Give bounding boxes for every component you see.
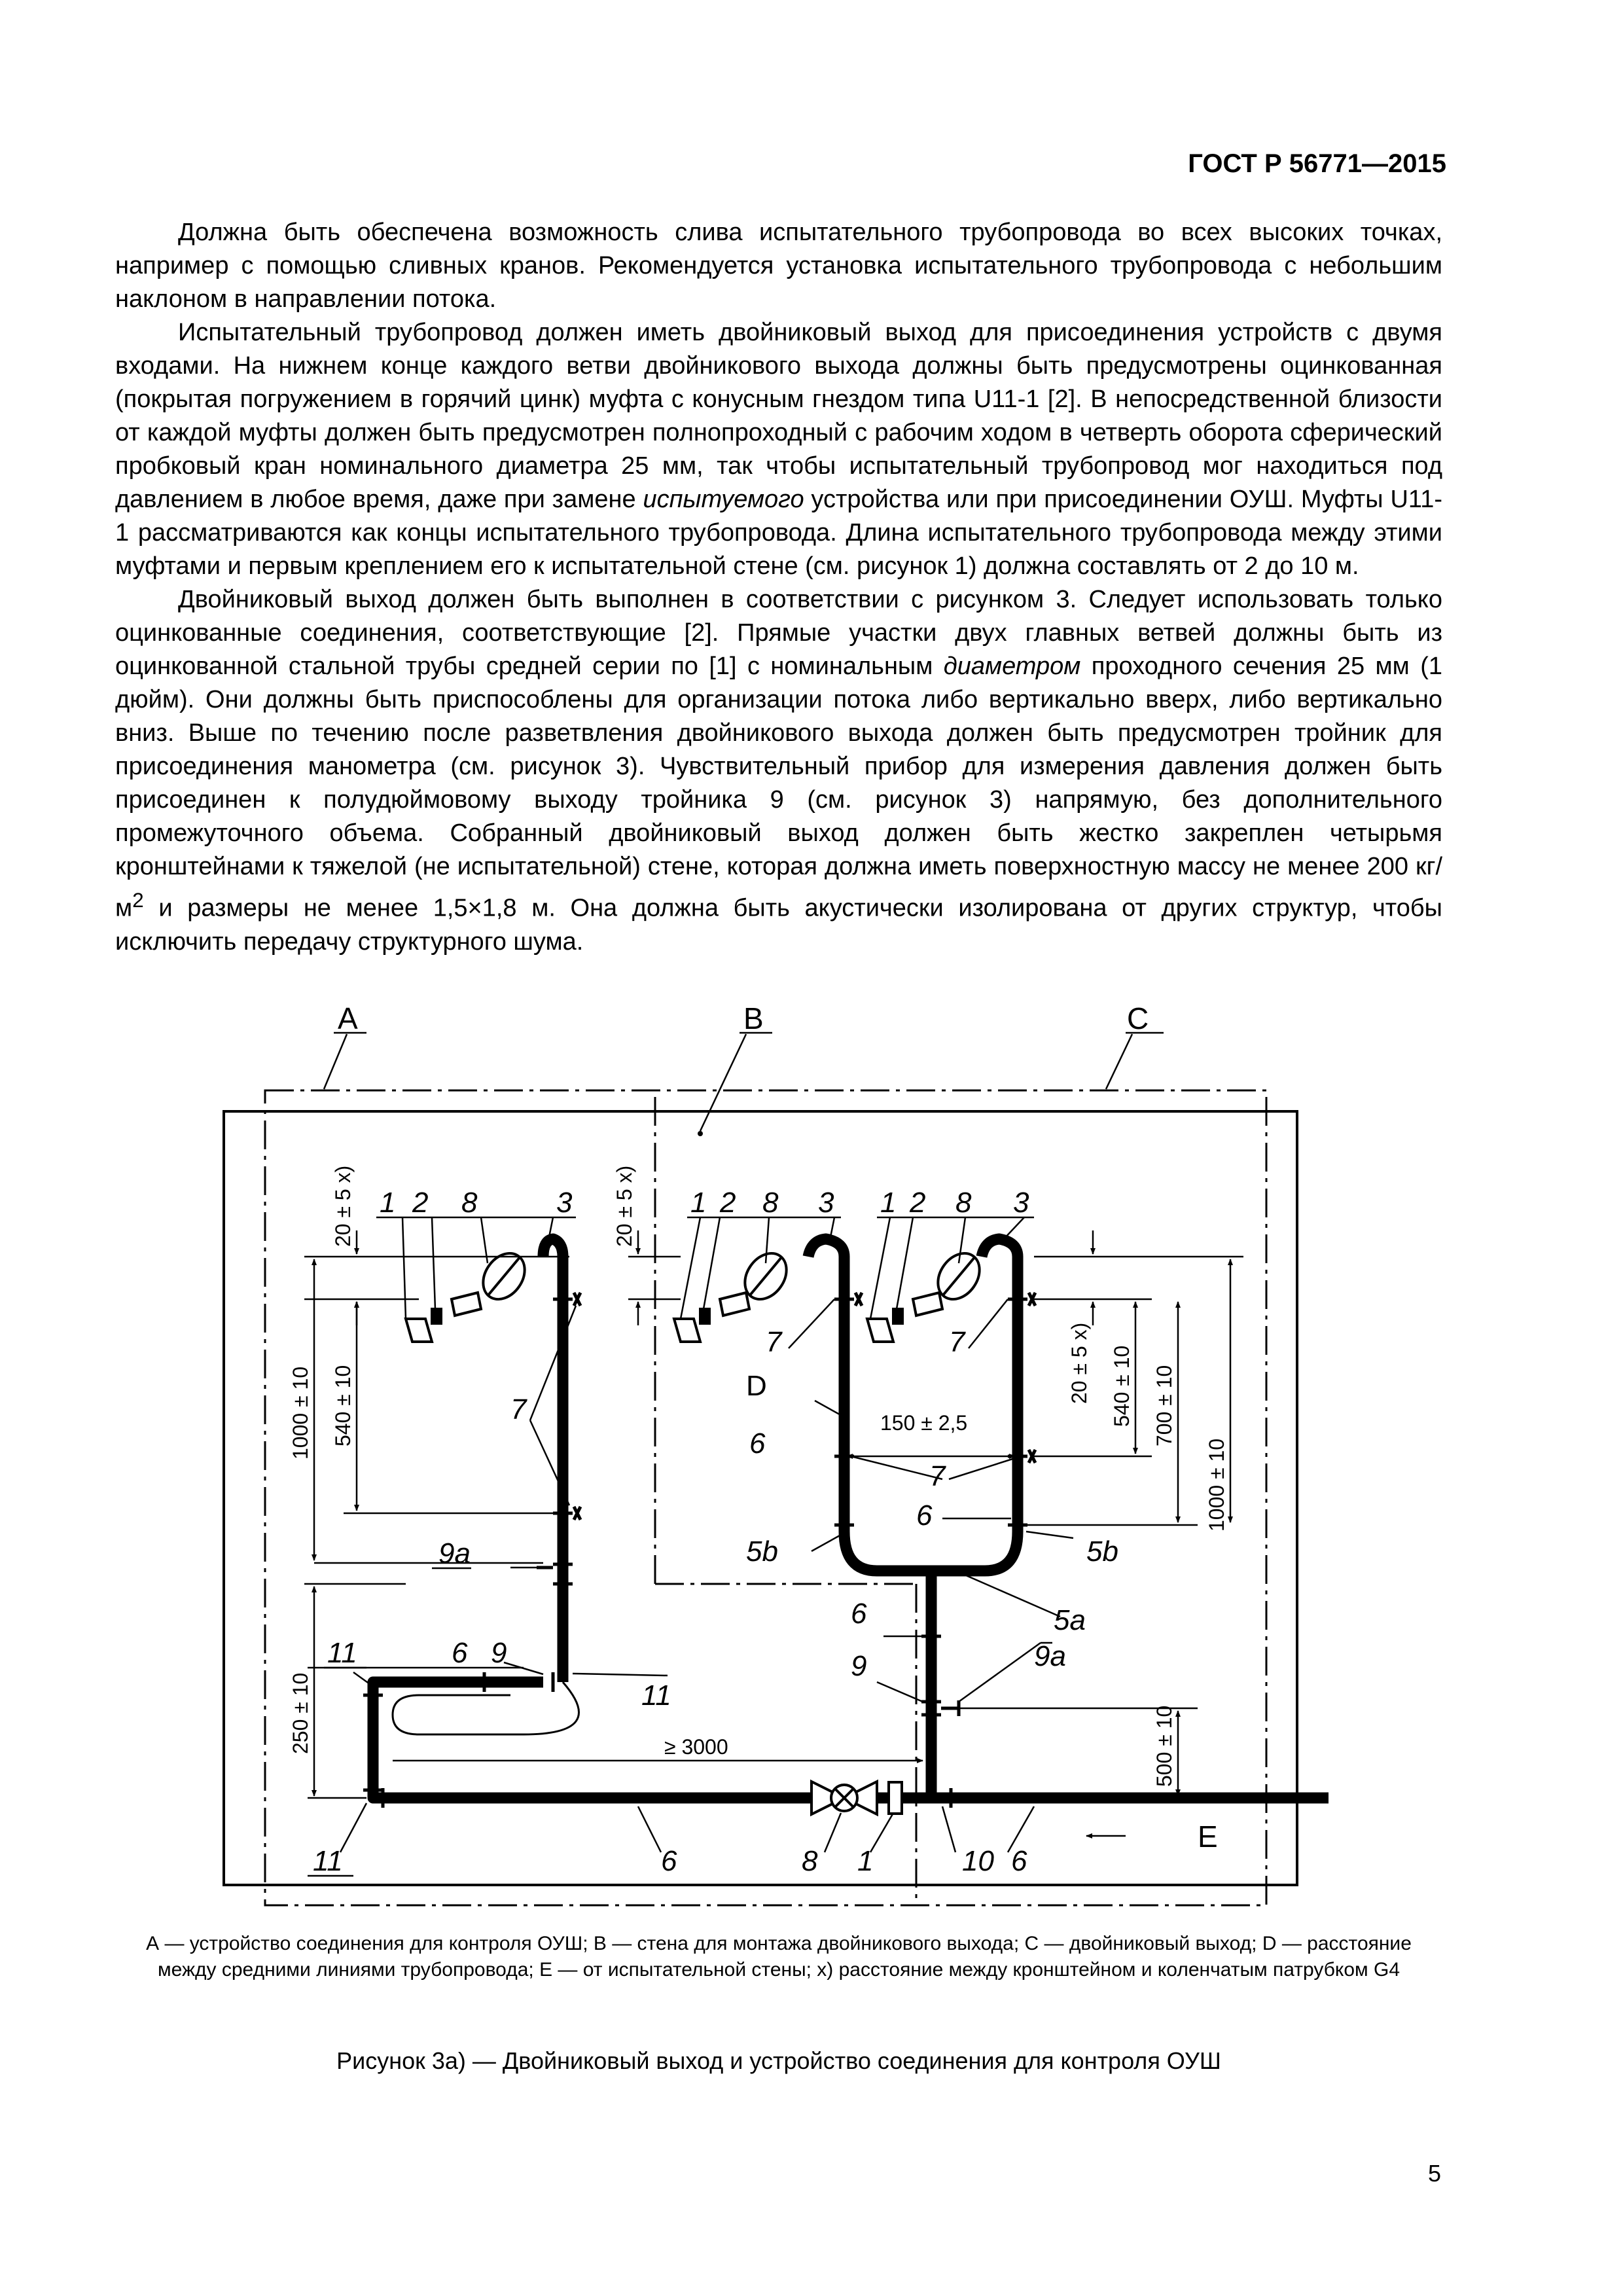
pos-8-main-valve: 8 [802,1845,818,1877]
dim-540-zone-c: 540 ± 10 [1110,1345,1133,1427]
pos-2-left: 2 [720,1187,736,1219]
dim-20x-zone-a: 20 ± 5 x) [331,1165,355,1247]
pos-9a-riser: 9a [1034,1640,1066,1672]
pos-3-zone-a: 3 [556,1187,573,1219]
paragraph-1: Должна быть обеспечена возможность слива испытательного трубопровода во всех высоких точках, например с помощью сливных кранов. Рекомендуется установка испытательного трубопровода с небольшим наклоном в направлении потока. [115,219,1442,313]
pos-11-bottom-left: 11 [313,1845,343,1877]
pos-8-left: 8 [762,1187,779,1219]
zone-label-e: E [1198,1820,1218,1854]
zone-b-marker-dot [698,1131,703,1136]
pos-9a-zone-a: 9a [438,1537,471,1570]
page-number: 5 [1427,2160,1441,2187]
pos-6-riser: 6 [851,1598,867,1630]
zone-label-a: A [338,1001,358,1035]
paragraph-2: Испытательный трубопровод должен иметь двойниковый выход для присоединения устройств с двумя входами. На нижнем конце каждого ветви двойникового выхода должны быть предусмотрены оцинкованная (покрытая погружением в горячий цинк) муфта с конусным гнездом типа U11-1 [2]. В непосредственной близости от каждой муфты должен быть предусмотрен полнопроходный с рабочим ходом в четверть оборота сферический пробковый кран номинального диаметра 25 мм, так чтобы испытательный трубопровод мог находиться под давлением в любое время, даже при замене испытуемого устройства или при присоединении ОУШ. Муфты U11-1 рассматриваются как концы испытательного трубопровода. Длина испытательного трубопровода между этими муфтами и первым креплением его к испытательной стене (см. рисунок 1) должна составлять от 2 до 10 м. [115,319,1442,580]
dim-540-zone-a: 540 ± 10 [331,1365,355,1446]
pipes [373,1239,1329,1798]
valve-assembly-zone-a [406,1246,533,1342]
pos-10: 10 [962,1845,994,1877]
dim-20x-zone-b: 20 ± 5 x) [613,1165,636,1247]
dim-1000-zone-c: 1000 ± 10 [1205,1438,1228,1532]
pipe-branch-left-bend [808,1239,844,1257]
zone-leaders [324,1033,1164,1131]
pos-2-zone-a: 2 [412,1187,429,1219]
pos-1-main: 1 [857,1845,874,1877]
dim-20x-zone-c: 20 ± 5 x) [1067,1322,1091,1404]
pos-8-right: 8 [955,1187,972,1219]
valve-assemblies [406,1246,988,1342]
pos-9-riser: 9 [851,1650,867,1682]
position-underlines [308,1217,1034,1876]
dimension-arrows [314,1230,1230,1836]
pos-3-right: 3 [1013,1187,1029,1219]
pos-3-left: 3 [818,1187,834,1219]
pos-7-left: 7 [766,1326,782,1358]
pos-1-left: 1 [690,1187,707,1219]
pipe-main-bottom [373,1682,1329,1798]
pos-8-zone-a: 8 [461,1187,478,1219]
dim-250: 250 ± 10 [289,1672,312,1754]
pos-11-top-left: 11 [327,1637,357,1669]
position-numbers [313,1187,1118,1877]
pos-6-middle: 6 [916,1499,933,1532]
pipe-branch-right-bend [982,1239,1018,1257]
figure-legend: А — устройство соединения для контроля ОУШ; В — стена для монтажа двойникового выхода; С — двойниковый выход; D — расстояние между средними линиями трубопровода; Е — от испытательной стены; х) расстояние между кронштейном и коленчатым патрубком G4 [146,1933,1412,1981]
main-valve [812,1782,902,1814]
pos-6-bottom: 6 [661,1845,677,1877]
dim-150: 150 ± 2,5 [880,1411,968,1435]
pos-6-main-right: 6 [1011,1845,1027,1877]
pos-5b-right: 5b [1086,1535,1118,1568]
pos-5a: 5a [1054,1604,1086,1636]
pos-1-right: 1 [880,1187,897,1219]
pos-7-zone-a: 7 [510,1393,527,1426]
pos-5b-left: 5b [746,1535,778,1568]
pos-6-riser-left: 6 [749,1427,766,1460]
pos-2-right: 2 [910,1187,926,1219]
figure-caption: Рисунок 3а) — Двойниковый выход и устройство соединения для контроля ОУШ [336,2047,1221,2074]
pos-7-middle: 7 [929,1460,946,1492]
pos-6-zone-a: 6 [452,1637,468,1669]
zone-label-b: B [743,1001,764,1035]
pos-7-right: 7 [949,1326,965,1358]
valve-assembly-zone-c-right [867,1246,988,1342]
pos-11-right: 11 [641,1679,671,1712]
pipe-zone-a-bend [543,1239,563,1257]
dim-500: 500 ± 10 [1152,1705,1176,1787]
pos-1-zone-a: 1 [380,1187,396,1219]
document-code: ГОСТ Р 56771—2015 [1188,149,1446,178]
dim-3000: ≥ 3000 [664,1735,728,1759]
pos-9-zone-a: 9 [491,1637,507,1669]
test-wall-outline [224,1111,1297,1885]
dim-700: 700 ± 10 [1152,1365,1176,1446]
dim-1000-zone-a: 1000 ± 10 [289,1366,312,1460]
paragraph-3: Двойниковый выход должен быть выполнен в соответствии с рисунком 3. Следует использовать только оцинкованные соединения, соответствующие [2]. Прямые участки двух главных ветвей должны быть из оцинкованной стальной трубы средней серии по [1] с номинальным диаметром проходного сечения 25 мм (1 дюйм). Они должны быть приспособлены для организации потока либо вертикально вверх, либо вертикально вниз. Выше по течению после разветвления двойникового выхода должен быть предусмотрен тройник для присоединения манометра (см. рисунок 3). Чувствительный прибор для измерения давления должен быть присоединен к полудюймовому выходу тройника 9 (см. рисунок 3) напрямую, без дополнительного промежуточного объема. Собранный двойниковый выход должен быть жестко закреплен четырьмя кронштейнами к тяжелой (не испытательной) стене, которая должна иметь поверхностную массу не менее 200 $кг/м^2$ и размеры не менее 1,5×1,8 м. Она должна быть акустически изолирована от других структур, чтобы исключить передачу структурного шума. [115,586,1442,956]
zone-label-d: D [746,1370,767,1402]
zone-label-c: C [1127,1001,1149,1035]
